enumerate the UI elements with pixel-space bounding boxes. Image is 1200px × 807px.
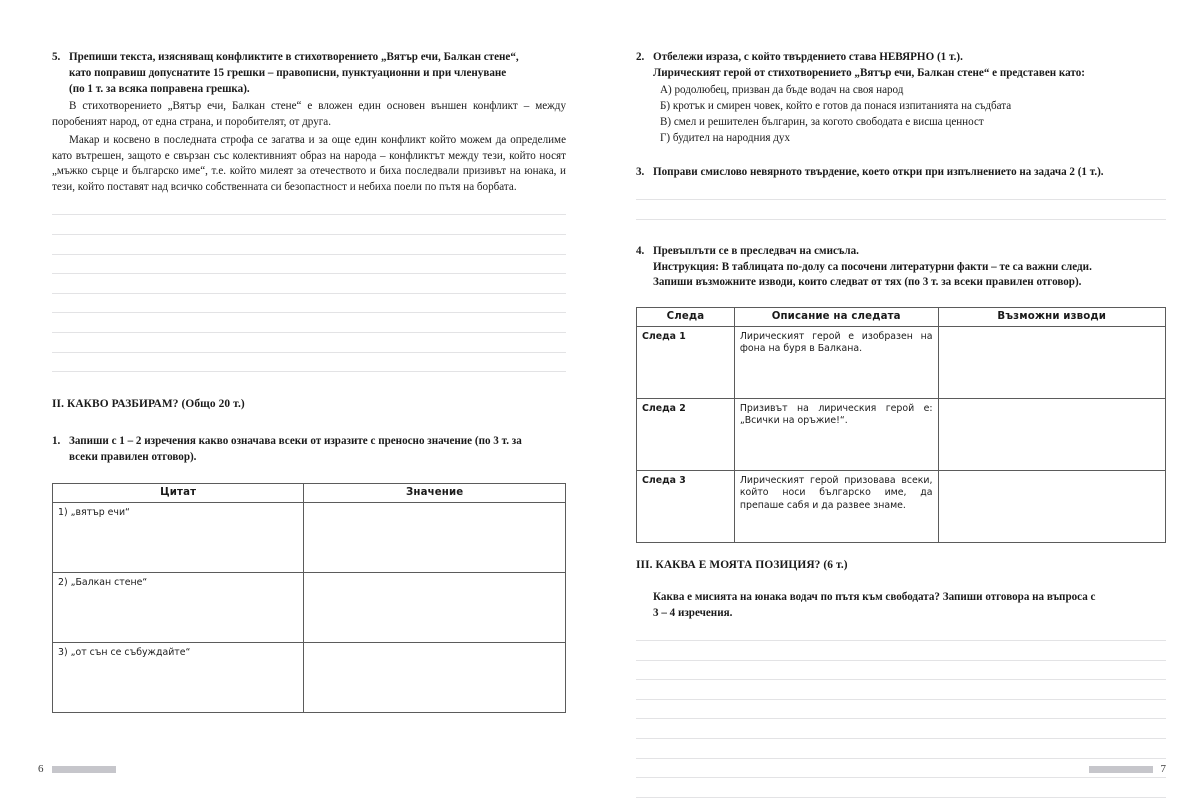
trace-table xyxy=(636,307,1166,543)
rule-line[interactable] xyxy=(636,777,1166,778)
rule-line[interactable] xyxy=(52,273,566,274)
column-header-trace: Следа xyxy=(637,308,735,327)
rule-line[interactable] xyxy=(636,679,1166,680)
task-4-heading-line-2: Инструкция: В таблицата по-долу са посочени литературни факти – те са важни следи. xyxy=(653,260,1092,273)
rule-line[interactable] xyxy=(52,371,566,372)
table-row xyxy=(53,642,566,712)
page-number-right: 7 xyxy=(1160,763,1166,775)
left-page-footer xyxy=(38,763,116,775)
rule-line[interactable] xyxy=(636,640,1166,641)
task-5-paragraph-2: Макар и косвено в последната строфа се загатва и за още един конфликт който можем да определиме като вътрешен, защото е свързан със колективният образ на народа – конфликтът между тези, който носят „мъжко сърце и българско име“, т.е. който милеят за отечеството и биха последвали призивът на юнака, и тези, който поставят над всичко собственната си безопастност и небиха поели по пътя на борбата. xyxy=(52,133,566,193)
rule-line[interactable] xyxy=(636,738,1166,739)
rule-line[interactable] xyxy=(52,312,566,313)
task-2-options xyxy=(653,82,1166,146)
section-iii-prompt xyxy=(653,590,1166,622)
task-4 xyxy=(636,244,1166,291)
table-row xyxy=(53,502,566,572)
table-row xyxy=(637,471,1166,543)
left-page-content xyxy=(52,46,566,747)
meaning-cell-1[interactable] xyxy=(304,502,566,572)
task-4-number: 4. xyxy=(636,244,645,257)
option-b[interactable]: Б) кротък и смирен човек, който е готов да понася изпитанията на съдбата xyxy=(660,99,1012,112)
description-cell-2: Призивът на лирическия герой е: „Всички на оръжие!“. xyxy=(734,399,938,471)
section-heading-iii: III. КАКВА Е МОЯТА ПОЗИЦИЯ? (6 т.) xyxy=(636,559,848,571)
task-5-paragraph-1: В стихотворението „Вятър ечи, Балкан стене“ е вложен един основен външен конфликт – между поробеният народ, от една страна, и поробителят, от друга. xyxy=(52,100,566,128)
footer-bar xyxy=(1089,766,1153,773)
rule-line[interactable] xyxy=(636,797,1166,798)
task-5-heading-line-1: Препиши текста, изясняващ конфликтите в стихотворението „Вятър ечи, Балкан стене“, xyxy=(69,51,519,63)
task-5-heading xyxy=(52,50,566,97)
table-row xyxy=(53,572,566,642)
right-page-footer xyxy=(1089,763,1167,775)
task-5 xyxy=(52,50,566,196)
table-row xyxy=(637,399,1166,471)
section-iii-prompt-line-2: 3 – 4 изречения. xyxy=(653,606,733,619)
task-2-heading-text xyxy=(653,50,1166,82)
task-1-heading-line-1: Запиши с 1 – 2 изречения какво означава всеки от изразите с преносно значение (по 3 т. за xyxy=(69,435,522,448)
rule-line[interactable] xyxy=(52,234,566,235)
trace-cell-3: Следа 3 xyxy=(637,471,735,543)
rule-line[interactable] xyxy=(52,214,566,215)
rule-line[interactable] xyxy=(636,219,1166,220)
rule-line[interactable] xyxy=(52,293,566,294)
rule-line[interactable] xyxy=(52,254,566,255)
rule-line[interactable] xyxy=(636,199,1166,200)
meaning-cell-3[interactable] xyxy=(304,642,566,712)
trace-cell-2: Следа 2 xyxy=(637,399,735,471)
quote-meaning-table xyxy=(52,483,566,713)
task-3 xyxy=(636,165,1166,181)
task-4-heading-text xyxy=(653,244,1166,291)
column-header-meaning: Значение xyxy=(304,483,566,502)
section-iii-prompt-line-1: Каква е мисията на юнака водач по пътя към свободата? Запиши отговора на въпроса с xyxy=(653,591,1096,603)
task-1-number: 1. xyxy=(52,435,61,448)
meaning-cell-2[interactable] xyxy=(304,572,566,642)
task-3-heading-line-1: Поправи смислово невярното твърдение, което откри при изпълнението на задача 2 (1 т.). xyxy=(653,165,1104,178)
task-4-heading xyxy=(636,244,1166,291)
trace-cell-1: Следа 1 xyxy=(637,327,735,399)
quote-cell-3: 3) „от сън се събуждайте“ xyxy=(53,642,304,712)
rule-line[interactable] xyxy=(636,758,1166,759)
task-2-heading xyxy=(636,50,1166,82)
column-header-quote: Цитат xyxy=(53,483,304,502)
task-2-number: 2. xyxy=(636,51,645,63)
section-heading-ii: II. КАКВО РАЗБИРАМ? (Общо 20 т.) xyxy=(52,398,245,411)
task-1-heading-text xyxy=(69,434,566,466)
description-cell-3: Лирическият герой призовава всеки, който носи българско име, да препаше сабя и да развее знаме. xyxy=(734,471,938,543)
task-2 xyxy=(636,50,1166,146)
task-5-heading-text xyxy=(69,50,566,97)
rule-line[interactable] xyxy=(52,332,566,333)
conclusion-cell-1[interactable] xyxy=(938,327,1165,399)
task-1-heading-line-2: всеки правилен отговор). xyxy=(69,450,197,463)
task-4-heading-line-3: Запиши възможните изводи, които следват от тях (по 3 т. за всеки правилен отговор). xyxy=(653,276,1082,289)
conclusion-cell-3[interactable] xyxy=(938,471,1165,543)
section-iii-answer-lines[interactable] xyxy=(636,640,1166,798)
task-5-number: 5. xyxy=(52,51,61,63)
rule-line[interactable] xyxy=(636,718,1166,719)
task-5-answer-lines[interactable] xyxy=(52,214,566,372)
task-1 xyxy=(52,434,566,466)
table-header-row xyxy=(637,308,1166,327)
column-header-conclusion: Възможни изводи xyxy=(938,308,1165,327)
task-3-heading-text xyxy=(653,165,1166,181)
task-2-heading-line-1: Отбележи израза, с който твърдението става НЕВЯРНО (1 т.). xyxy=(653,51,963,63)
conclusion-cell-2[interactable] xyxy=(938,399,1165,471)
rule-line[interactable] xyxy=(52,352,566,353)
option-c[interactable]: В) смел и решителен българин, за когото свободата е висша ценност xyxy=(660,115,984,128)
rule-line[interactable] xyxy=(636,660,1166,661)
task-4-heading-line-1: Превъплъти се в преследвач на смисъла. xyxy=(653,244,859,257)
task-3-number: 3. xyxy=(636,165,645,178)
option-d[interactable]: Г) будител на народния дух xyxy=(660,131,791,144)
option-a[interactable]: А) родолюбец, призван да бъде водач на своя народ xyxy=(660,83,904,96)
task-5-heading-line-3: (по 1 т. за всяка поправена грешка). xyxy=(69,82,250,95)
description-cell-1: Лирическият герой е изобразен на фона на буря в Балкана. xyxy=(734,327,938,399)
table-header-row xyxy=(53,483,566,502)
page-number-left: 6 xyxy=(38,763,44,775)
task-3-answer-lines[interactable] xyxy=(636,199,1166,220)
rule-line[interactable] xyxy=(636,699,1166,700)
task-3-heading xyxy=(636,165,1166,181)
right-page xyxy=(600,0,1200,807)
footer-bar xyxy=(52,766,116,773)
table-row xyxy=(637,327,1166,399)
right-page-content xyxy=(636,46,1166,747)
task-5-heading-line-2: като поправиш допуснатите 15 грешки – правописни, пунктуационни и при членуване xyxy=(69,66,507,79)
task-1-heading xyxy=(52,434,566,466)
quote-cell-1: 1) „вятър ечи“ xyxy=(53,502,304,572)
column-header-description: Описание на следата xyxy=(734,308,938,327)
quote-cell-2: 2) „Балкан стене“ xyxy=(53,572,304,642)
task-2-heading-line-2: Лирическият герой от стихотворението „Вятър ечи, Балкан стене“ е представен като: xyxy=(653,66,1085,79)
